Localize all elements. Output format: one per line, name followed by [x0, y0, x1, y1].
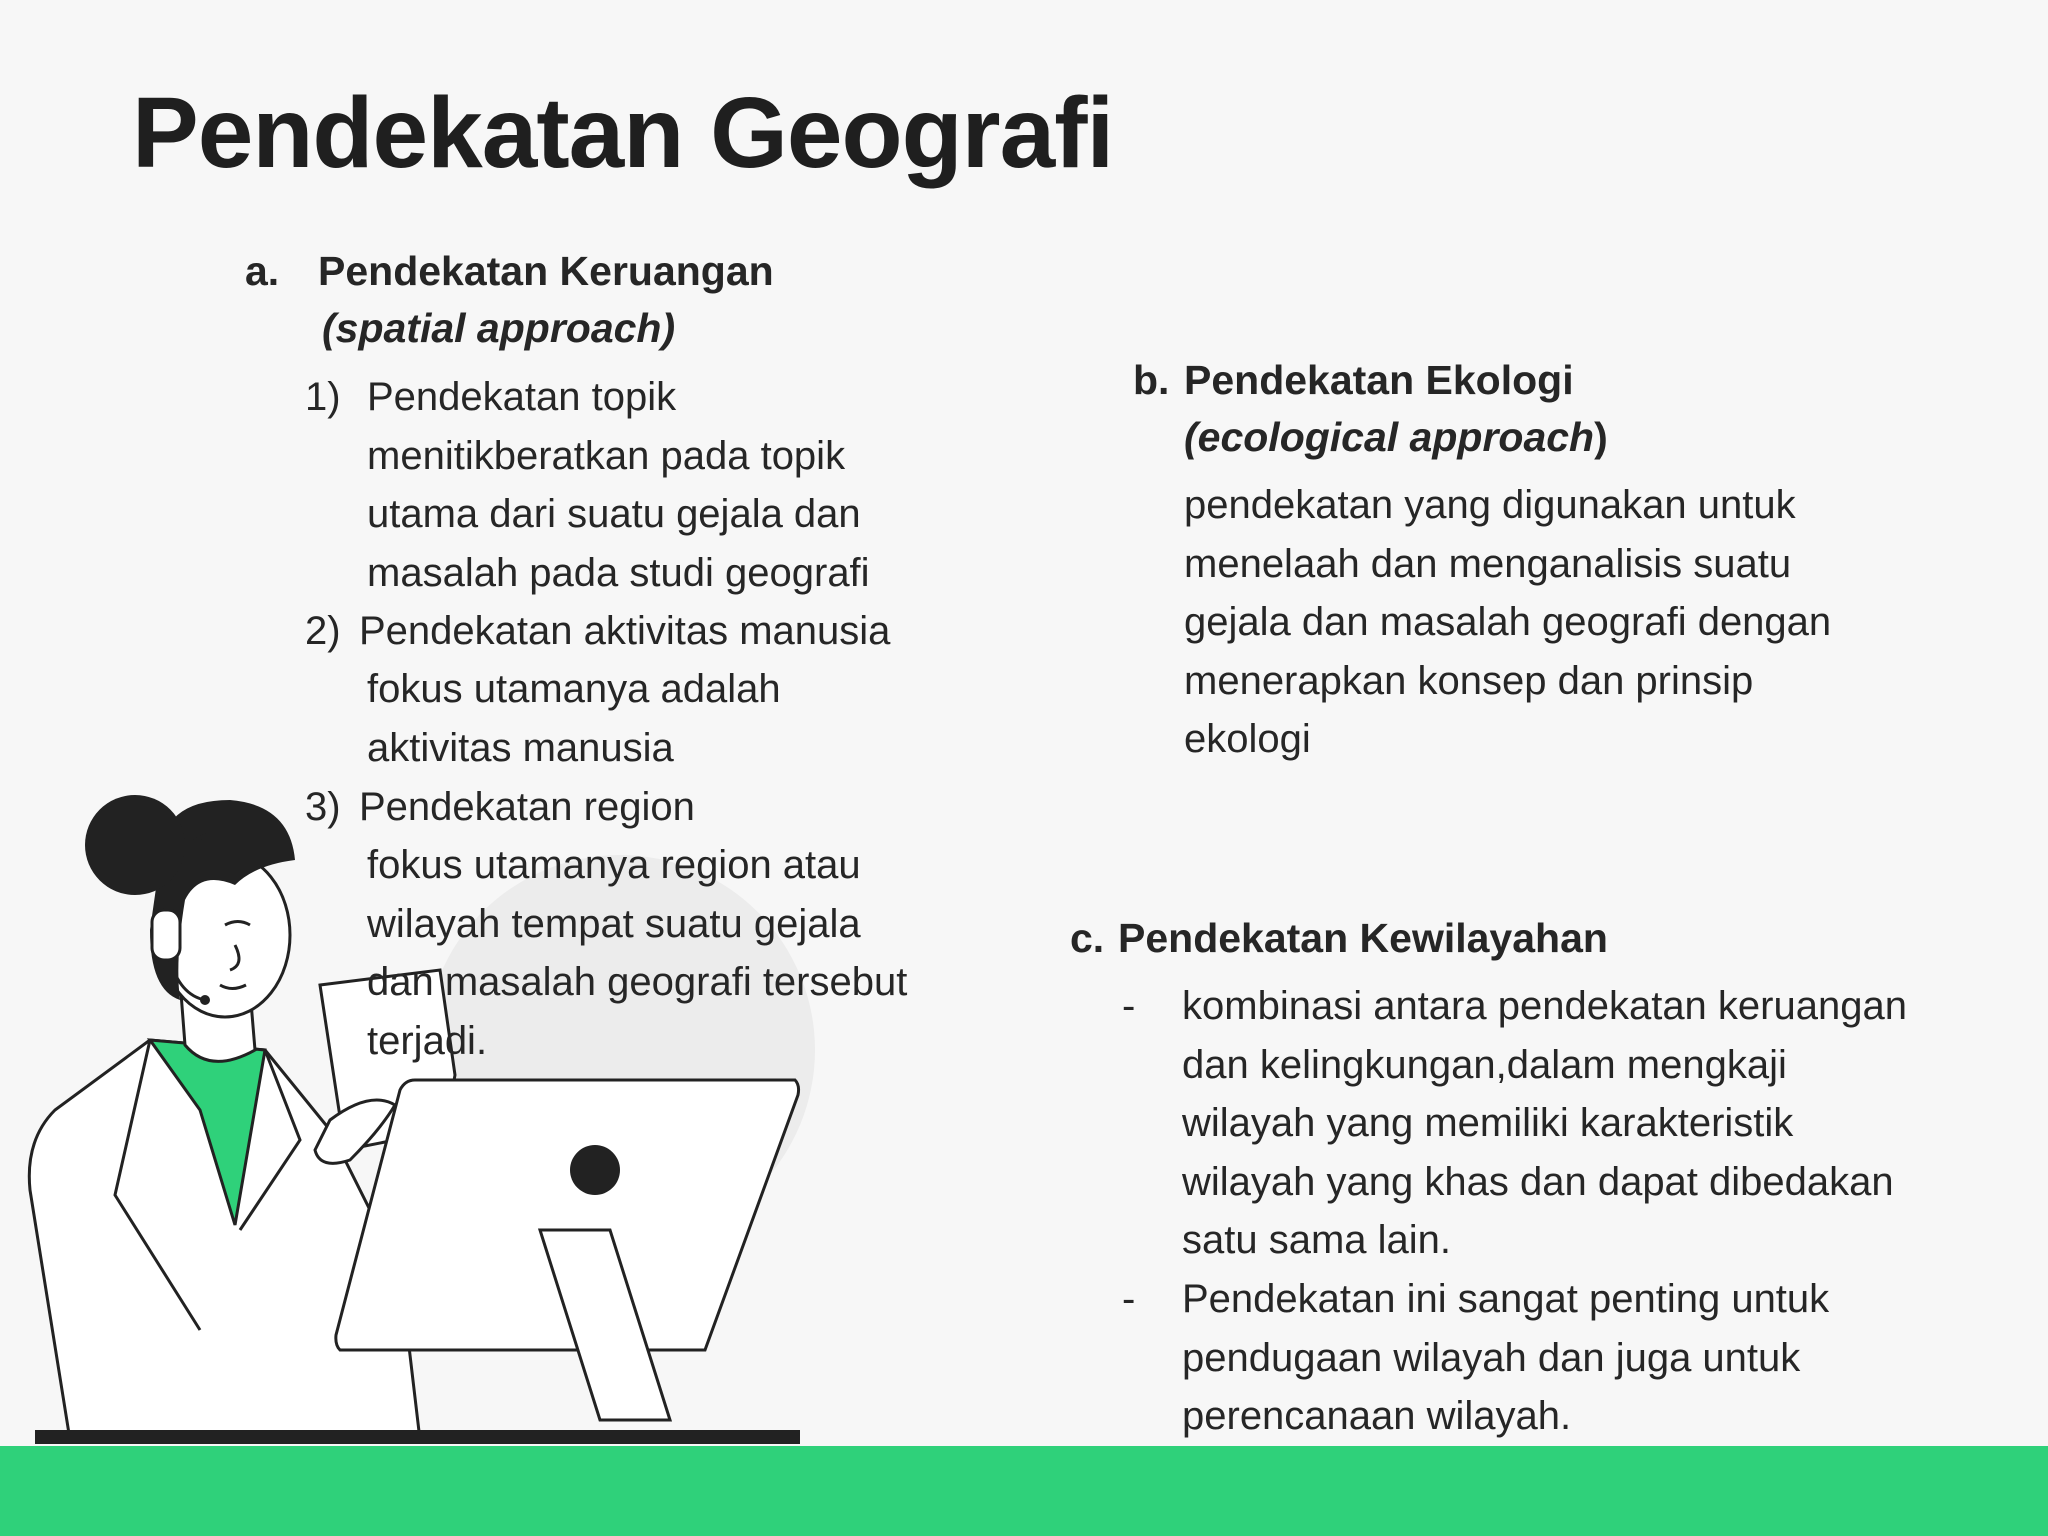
item-line: menitikberatkan pada topik	[367, 433, 846, 478]
section-a-letter: a.	[245, 248, 280, 294]
bullet-line: pendugaan wilayah dan juga untuk	[1182, 1335, 1801, 1380]
headset-earpiece	[152, 910, 180, 960]
section-b-heading: Pendekatan Ekologi	[1184, 357, 1574, 403]
item-line: utama dari suatu gejala dan	[367, 492, 861, 536]
item-line: terjadi.	[367, 1018, 488, 1063]
section-b-letter: b.	[1133, 357, 1170, 403]
section-a-heading: Pendekatan Keruangan	[318, 248, 774, 294]
section-c-heading: Pendekatan Kewilayahan	[1118, 915, 1608, 961]
slide-title: Pendekatan Geografi	[132, 77, 1114, 189]
bullet-line: wilayah yang memiliki karakteristik	[1182, 1101, 1794, 1145]
item-title: Pendekatan region	[359, 785, 695, 829]
item-line: fokus utamanya adalah	[367, 667, 781, 711]
desk-line	[35, 1430, 800, 1444]
section-b-line: menerapkan konsep dan prinsip	[1184, 658, 1754, 703]
item-line: wilayah tempat suatu gejala	[367, 901, 861, 946]
item-number: 2)	[305, 609, 341, 653]
item-number: 1)	[305, 375, 341, 419]
section-b-subheading: (ecological approach	[1184, 414, 1595, 460]
item-line: fokus utamanya region atau	[367, 843, 861, 887]
bottom-accent-bar	[0, 1446, 2048, 1536]
bullet-marker: -	[1122, 984, 1136, 1028]
item-line: dan masalah geografi tersebut	[367, 960, 908, 1004]
bullet-line: kombinasi antara pendekatan keruangan	[1182, 984, 1907, 1028]
monitor-logo	[570, 1145, 620, 1195]
bullet-line: perencanaan wilayah.	[1182, 1394, 1572, 1438]
section-b-subheading-close: )	[1594, 414, 1608, 460]
bullet-line: Pendekatan ini sangat penting untuk	[1182, 1277, 1830, 1321]
section-b-line: gejala dan masalah geografi dengan	[1184, 600, 1832, 644]
section-a-subheading: (spatial approach)	[322, 305, 676, 351]
bullet-marker: -	[1122, 1277, 1136, 1321]
item-title: Pendekatan aktivitas manusia	[359, 609, 891, 653]
section-b-line: menelaah dan menganalisis suatu	[1184, 541, 1792, 586]
bullet-line: wilayah yang khas dan dapat dibedakan	[1182, 1159, 1894, 1204]
item-line: aktivitas manusia	[367, 725, 674, 770]
bullet-line: dan kelingkungan,dalam mengkaji	[1182, 1042, 1787, 1087]
section-b-line: ekologi	[1184, 717, 1311, 761]
section-b-line: pendekatan yang digunakan untuk	[1184, 483, 1796, 527]
bullet-line: satu sama lain.	[1182, 1218, 1452, 1262]
item-line: masalah pada studi geografi	[367, 550, 870, 595]
section-c-letter: c.	[1070, 915, 1105, 961]
item-title: Pendekatan topik	[367, 375, 677, 419]
item-number: 3)	[305, 785, 341, 829]
